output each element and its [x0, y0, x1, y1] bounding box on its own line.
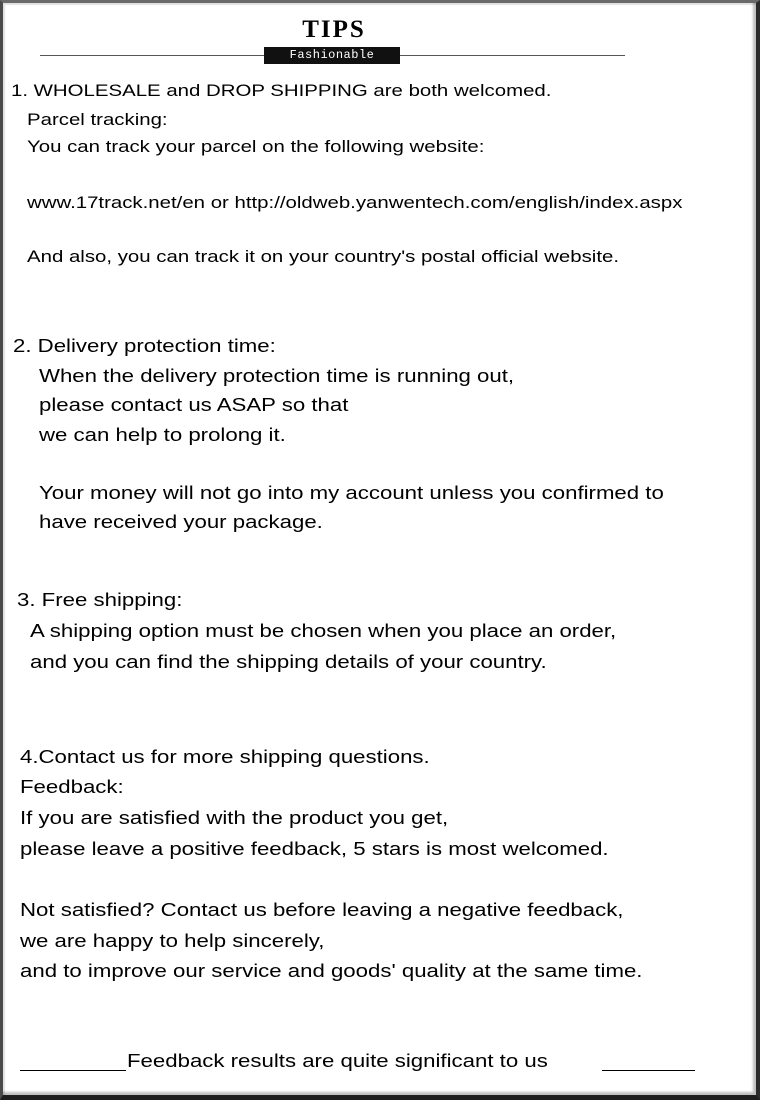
section-4-heading: 4.Contact us for more shipping questions.	[20, 746, 430, 767]
section-3-line: and you can find the shipping details of your country.	[30, 651, 547, 672]
section-4-line: and to improve our service and goods' quality at the same time.	[20, 960, 643, 981]
title-rule-left	[40, 55, 264, 56]
section-3-heading: 3. Free shipping:	[17, 589, 183, 610]
section-2-line: When the delivery protection time is running out,	[39, 365, 515, 386]
tracking-websites: www.17track.net/en or http://oldweb.yanwentech.com/english/index.aspx	[27, 193, 683, 212]
section-4-line: please leave a positive feedback, 5 stars is most welcomed.	[20, 838, 609, 859]
section-2-line: have received your package.	[39, 511, 323, 532]
section-4-line: we are happy to help sincerely,	[20, 930, 325, 951]
footer-note: Feedback results are quite significant to us	[127, 1050, 548, 1071]
section-1-line: And also, you can track it on your country's postal official website.	[27, 247, 620, 266]
title-rule-right	[400, 55, 625, 56]
section-2-line: Your money will not go into my account unless you confirmed to	[39, 482, 664, 503]
section-3-line: A shipping option must be chosen when you place an order,	[30, 620, 617, 641]
page-title: TIPS	[302, 16, 366, 43]
section-2-line: we can help to prolong it.	[39, 424, 286, 445]
section-4-line: Not satisfied? Contact us before leaving a negative feedback,	[20, 899, 624, 920]
section-2-heading: 2. Delivery protection time:	[13, 335, 276, 356]
section-4-line: If you are satisfied with the product you get,	[20, 807, 449, 828]
feedback-heading: Feedback:	[20, 776, 124, 797]
footer-blank-right	[602, 1070, 695, 1071]
section-2-line: please contact us ASAP so that	[39, 394, 349, 415]
section-1-subheading: Parcel tracking:	[27, 110, 168, 129]
section-1-line: You can track your parcel on the following website:	[27, 137, 485, 156]
section-1-heading: 1. WHOLESALE and DROP SHIPPING are both welcomed.	[11, 81, 552, 100]
subtitle-badge: Fashionable	[264, 47, 400, 64]
footer-blank-left	[20, 1070, 126, 1071]
